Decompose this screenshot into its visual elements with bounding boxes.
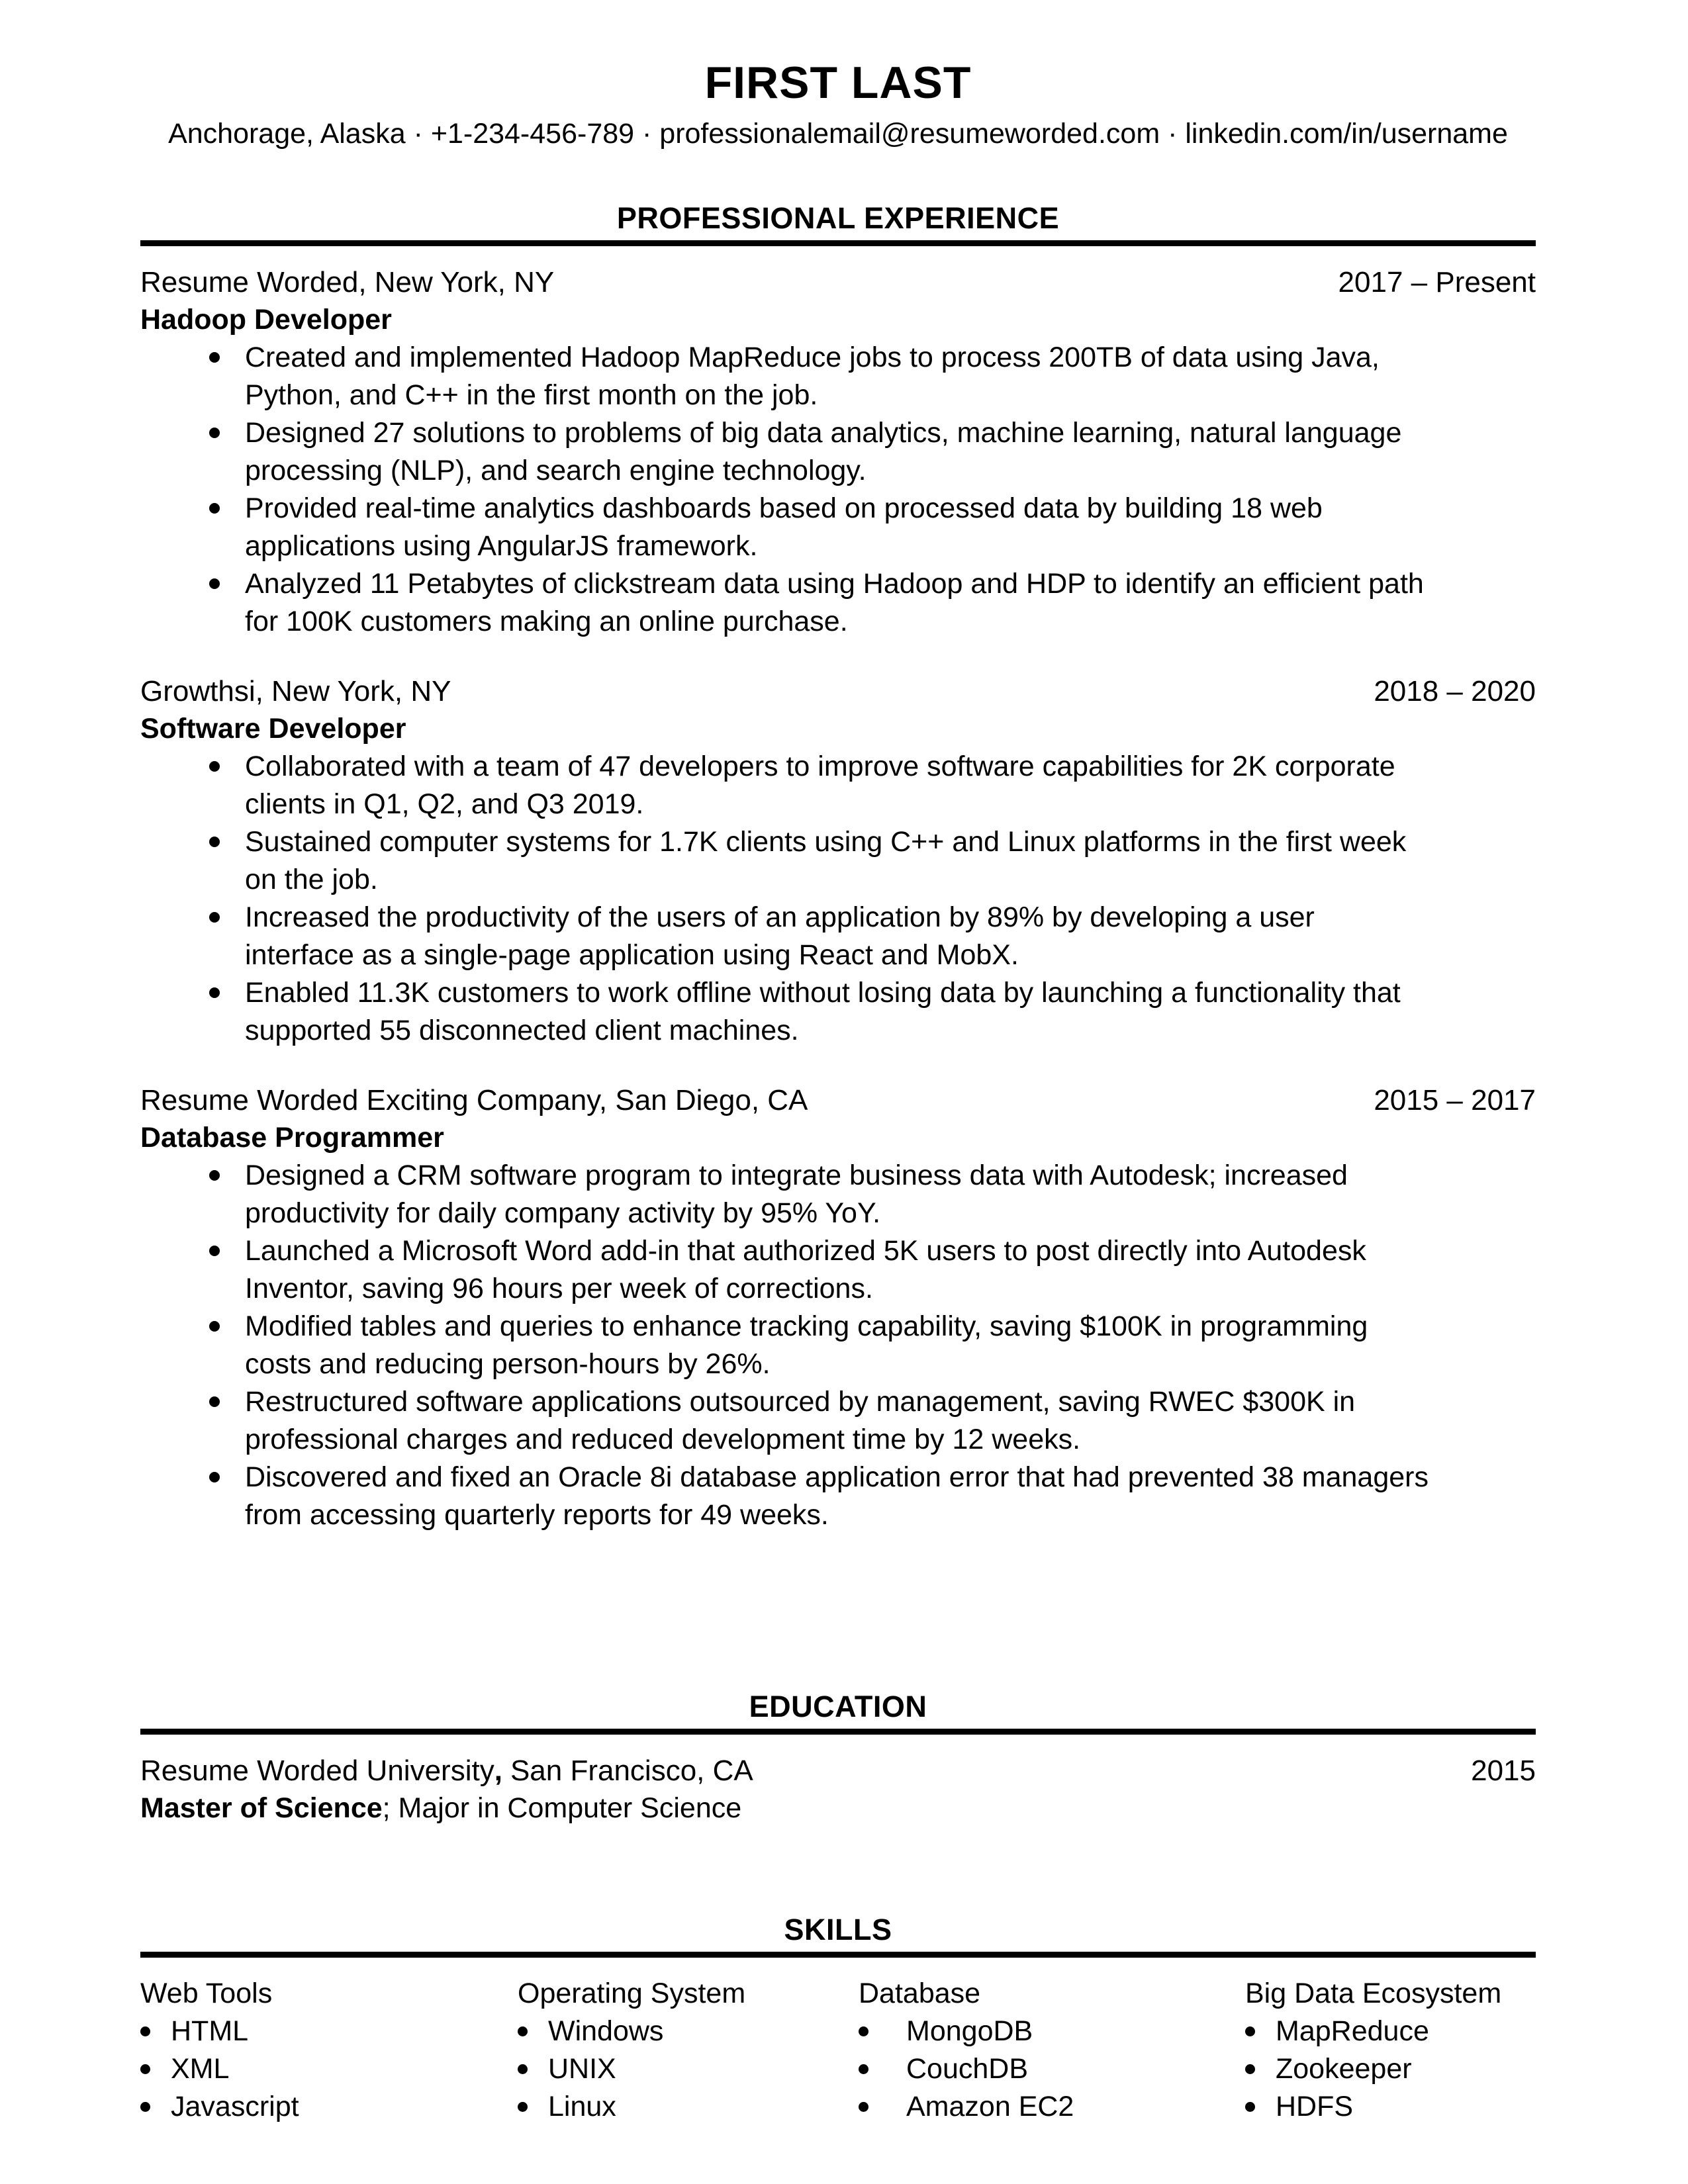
- bullet-item: Enabled 11.3K customers to work offline without losing data by launching a functionality that supported 55 disconnected client machines.: [140, 974, 1431, 1050]
- section-divider: [140, 1952, 1536, 1958]
- bullet-item: Launched a Microsoft Word add-in that authorized 5K users to post directly into Autodesk Inventor, saving 96 hours per week of corrections.: [140, 1232, 1431, 1308]
- degree-major: ; Major in Computer Science: [382, 1792, 742, 1824]
- skill-item: MapReduce: [1245, 2013, 1536, 2050]
- skills-column-database: [859, 1975, 1245, 2126]
- skill-item: Zookeeper: [1245, 2050, 1536, 2088]
- skill-item: HDFS: [1245, 2088, 1536, 2126]
- skill-item: CouchDB: [859, 2050, 1245, 2088]
- skills-heading: SKILLS: [784, 1913, 892, 1946]
- job-dates: 2018 – 2020: [1374, 675, 1536, 707]
- job-bullet-list: [140, 748, 1431, 1050]
- job-entry-1: [140, 263, 1536, 641]
- school-name: Resume Worded University: [140, 1754, 494, 1787]
- skills-column-title: Big Data Ecosystem: [1245, 1978, 1502, 2009]
- job-bullet-list: [140, 1157, 1431, 1534]
- bullet-item: Provided real-time analytics dashboards based on processed data by building 18 web applications using AngularJS framework.: [140, 490, 1431, 565]
- job-dates: 2015 – 2017: [1374, 1084, 1536, 1116]
- education-heading: EDUCATION: [749, 1690, 927, 1723]
- experience-heading: PROFESSIONAL EXPERIENCE: [616, 201, 1060, 235]
- skill-item: HTML: [140, 2013, 518, 2050]
- bullet-item: Designed 27 solutions to problems of big data analytics, machine learning, natural language processing (NLP), and search engine technology.: [140, 414, 1431, 490]
- skills-column-operating-system: [518, 1975, 859, 2126]
- skill-item: UNIX: [518, 2050, 859, 2088]
- bullet-item: Increased the productivity of the users of an application by 89% by developing a user interface as a single-page application using React and MobX.: [140, 899, 1431, 974]
- job-title: Software Developer: [140, 713, 406, 745]
- skills-list: [1245, 2013, 1536, 2126]
- skill-item: Amazon EC2: [859, 2088, 1245, 2126]
- job-title: Database Programmer: [140, 1122, 444, 1154]
- skills-column-title: Database: [859, 1978, 981, 2009]
- bullet-item: Analyzed 11 Petabytes of clickstream data using Hadoop and HDP to identify an efficient path for 100K customers making an online purchase.: [140, 565, 1431, 641]
- bullet-item: Discovered and fixed an Oracle 8i database application error that had prevented 38 managers from accessing quarterly reports for 49 weeks.: [140, 1459, 1431, 1534]
- bullet-item: Modified tables and queries to enhance tracking capability, saving $100K in programming costs and reducing person-hours by 26%.: [140, 1308, 1431, 1383]
- skills-list: [518, 2013, 859, 2126]
- skill-item: Linux: [518, 2088, 859, 2126]
- section-divider: [140, 1729, 1536, 1735]
- skills-column-web-tools: [140, 1975, 518, 2126]
- bullet-item: Designed a CRM software program to integrate business data with Autodesk; increased productivity for daily company activity by 95% YoY.: [140, 1157, 1431, 1232]
- job-header: [140, 263, 1536, 301]
- job-title: Hadoop Developer: [140, 304, 392, 336]
- skills-column-big-data-ecosystem: [1245, 1975, 1536, 2126]
- company-location: Growthsi, New York, NY: [140, 675, 451, 707]
- job-dates: 2017 – Present: [1338, 266, 1536, 298]
- job-entry-3: [140, 1081, 1536, 1534]
- education-header: [140, 1752, 1536, 1790]
- bullet-item: Sustained computer systems for 1.7K clients using C++ and Linux platforms in the first week on the job.: [140, 823, 1431, 899]
- skill-item: Javascript: [140, 2088, 518, 2126]
- skills-column-title: Web Tools: [140, 1978, 273, 2009]
- bullet-item: Created and implemented Hadoop MapReduce jobs to process 200TB of data using Java, Python, and C++ in the first month on the job.: [140, 339, 1431, 414]
- section-divider: [140, 240, 1536, 246]
- school-location: [140, 1752, 753, 1790]
- company-location: Resume Worded, New York, NY: [140, 266, 555, 298]
- skills-section: [140, 1911, 1536, 2126]
- skill-item: MongoDB: [859, 2013, 1245, 2050]
- skills-list: [140, 2013, 518, 2126]
- bullet-item: Collaborated with a team of 47 developers to improve software capabilities for 2K corporate clients in Q1, Q2, and Q3 2019.: [140, 748, 1431, 823]
- degree-line: [140, 1790, 1536, 1827]
- job-bullet-list: [140, 339, 1431, 641]
- degree-name: Master of Science: [140, 1792, 383, 1824]
- education-dates: 2015: [1471, 1754, 1536, 1787]
- education-section: [140, 1688, 1536, 1827]
- company-location: Resume Worded Exciting Company, San Diego, CA: [140, 1084, 808, 1116]
- skill-item: XML: [140, 2050, 518, 2088]
- bullet-item: Restructured software applications outsourced by management, saving RWEC $300K in professional charges and reduced development time by 12 weeks.: [140, 1383, 1431, 1459]
- experience-section: [140, 199, 1536, 1534]
- job-header: [140, 672, 1536, 710]
- skills-column-title: Operating System: [518, 1978, 746, 2009]
- skills-grid: [140, 1975, 1536, 2126]
- job-entry-2: [140, 672, 1536, 1050]
- skill-item: Windows: [518, 2013, 859, 2050]
- skills-list: [859, 2013, 1245, 2126]
- contact-line: Anchorage, Alaska · +1-234-456-789 · professionalemail@resumeworded.com · linkedin.com/in/username: [168, 118, 1508, 150]
- job-header: [140, 1081, 1536, 1119]
- school-city: San Francisco, CA: [510, 1754, 753, 1787]
- person-name: FIRST LAST: [704, 58, 972, 108]
- school-comma: ,: [494, 1754, 502, 1787]
